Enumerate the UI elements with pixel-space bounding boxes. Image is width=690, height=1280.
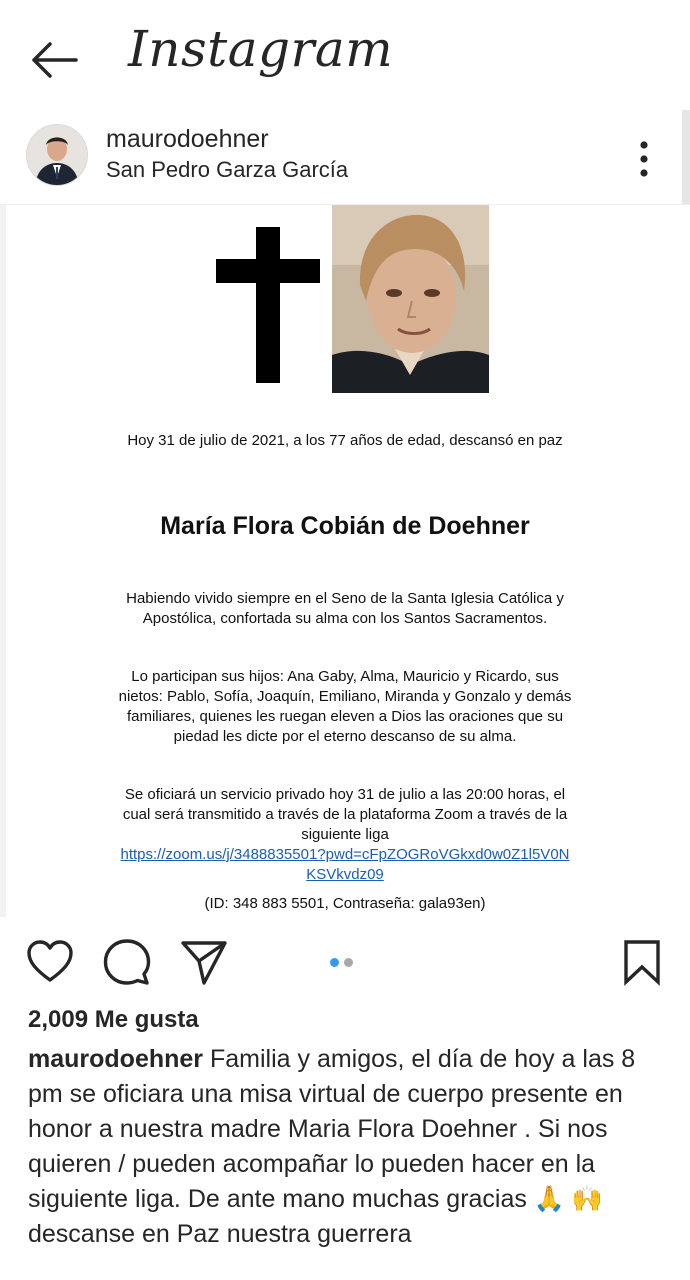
post-location[interactable]: San Pedro Garza García: [106, 157, 349, 182]
arrow-left-icon: [28, 38, 80, 82]
deceased-name: María Flora Cobián de Doehner: [160, 512, 530, 540]
avatar[interactable]: [26, 124, 88, 186]
post-caption: [28, 1042, 668, 1252]
image-edge: [0, 205, 6, 917]
text-line: nietos: Pablo, Sofía, Joaquín, Emiliano, Miranda y Gonzalo y demás: [118, 688, 572, 705]
post-username[interactable]: maurodoehner: [106, 125, 269, 153]
more-options-button[interactable]: [628, 134, 660, 184]
comment-icon: [103, 938, 151, 986]
caption-username[interactable]: maurodoehner: [28, 1045, 204, 1073]
share-button[interactable]: [180, 938, 228, 986]
obituary-paragraph-1: [90, 589, 600, 629]
heart-icon: [26, 938, 74, 986]
instagram-logo: Instagram: [128, 20, 394, 78]
cross-icon: [216, 227, 320, 383]
like-count[interactable]: 2,009 Me gusta: [28, 1006, 199, 1033]
text-line: piedad les dicte por el eterno descanso de su alma.: [173, 728, 517, 745]
more-vertical-icon: [628, 134, 660, 184]
portrait-photo: [332, 205, 489, 393]
meeting-credentials: (ID: 348 883 5501, Contraseña: gala93en): [204, 895, 486, 912]
text-line: Habiendo vivido siempre en el Seno de la Santa Iglesia Católica y: [126, 590, 564, 607]
carousel-indicator: [330, 954, 358, 972]
text-line: familiares, quienes les ruegan eleven a Dios las oraciones que su: [126, 708, 564, 725]
text-line: Se oficiará un servicio privado hoy 31 de julio a las 20:00 horas, el: [124, 786, 566, 803]
back-button[interactable]: [28, 38, 80, 82]
save-button[interactable]: [618, 938, 666, 986]
obituary-paragraph-2: [90, 667, 600, 747]
post-image[interactable]: [0, 204, 690, 917]
post-action-bar: [0, 930, 690, 994]
post-header: [0, 112, 690, 202]
obituary-intro: Hoy 31 de julio de 2021, a los 77 años de edad, descansó en paz: [127, 432, 563, 449]
top-app-bar: [0, 0, 690, 112]
text-line: cual será transmitido a través de la plataforma Zoom a través de la: [122, 806, 568, 823]
user-avatar-image: [27, 125, 87, 185]
carousel-dot-active: [330, 958, 339, 967]
like-button[interactable]: [26, 938, 74, 986]
zoom-link[interactable]: https://zoom.us/j/3488835501?pwd=cFpZOGRoVGkxd0w0Z1l5V0N: [120, 846, 570, 863]
caption-text: Familia y amigos, el día de hoy a las 8 pm se oficiara una misa virtual de cuerpo presente en honor a nuestra madre Maria Flora Doehner . Si nos quieren / pueden acompañar lo pueden hacer en la siguiente liga. De ante mano muchas gracias 🙏 🙌 descanse en Paz nuestra guerrera: [28, 1045, 636, 1248]
comment-button[interactable]: [103, 938, 151, 986]
bookmark-icon: [618, 938, 666, 986]
send-icon: [180, 938, 228, 986]
carousel-dot: [344, 958, 353, 967]
text-line: siguiente liga: [301, 826, 389, 843]
obituary-paragraph-3: [90, 785, 600, 885]
zoom-link[interactable]: KSVkvdz09: [306, 866, 384, 883]
text-line: Apostólica, confortada su alma con los Santos Sacramentos.: [142, 610, 548, 627]
text-line: Lo participan sus hijos: Ana Gaby, Alma, Mauricio y Ricardo, sus: [131, 668, 559, 685]
